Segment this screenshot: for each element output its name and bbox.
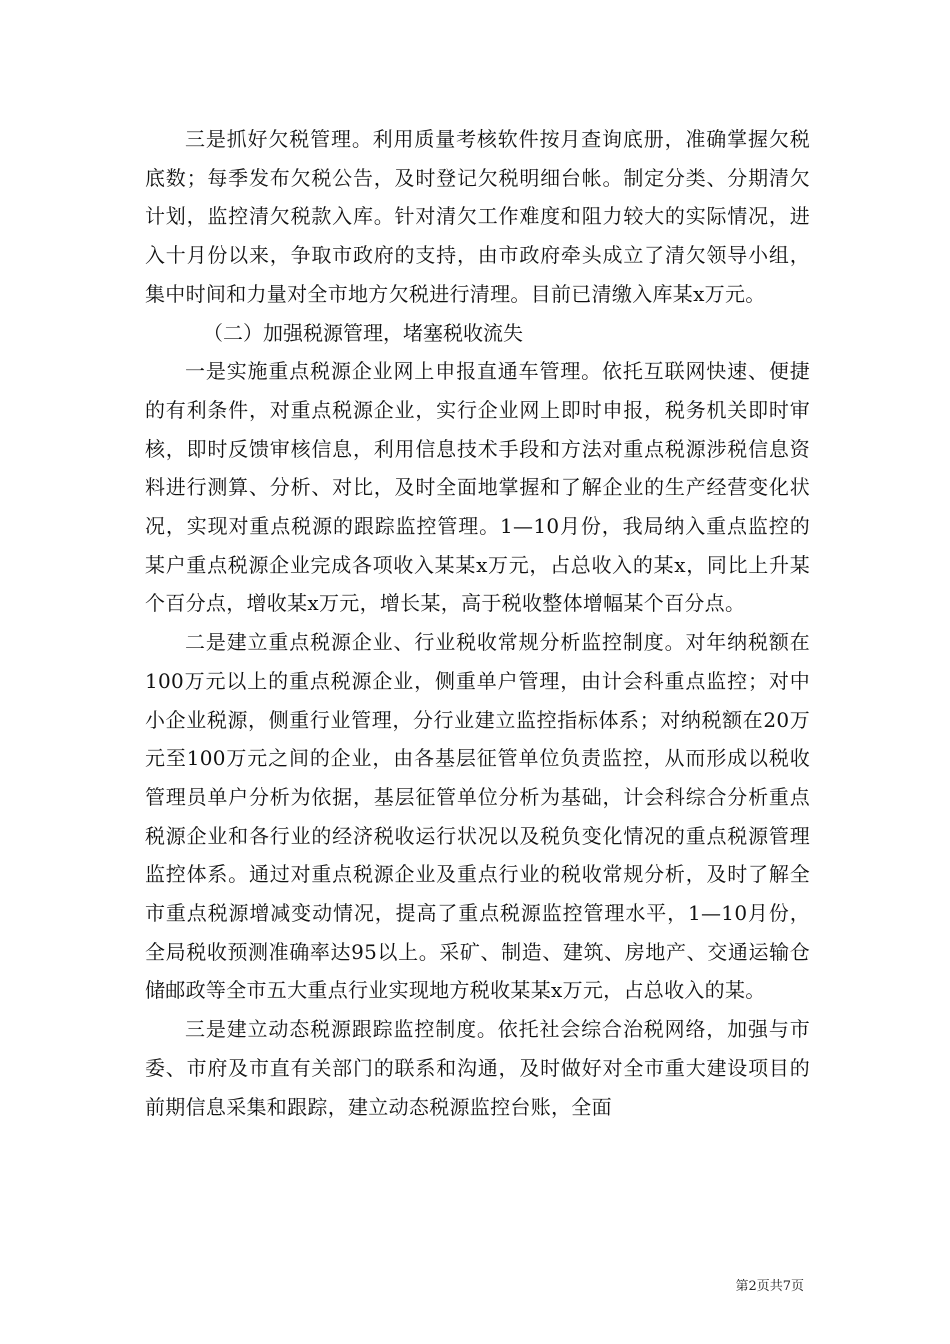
paragraph-dynamic-tracking: 三是建立动态税源跟踪监控制度。依托社会综合治税网络，加强与市委、市府及市直有关部门的联系和沟通，及时做好对全市重大建设项目的前期信息采集和跟踪，建立动态税源监控台账，全面 — [145, 1017, 810, 1119]
paragraph-analysis-monitoring: 二是建立重点税源企业、行业税收常规分析监控制度。对年纳税额在100万元以上的重点税源企业，侧重单户管理，由计会科重点监控；对中小企业税源，侧重行业管理，分行业建立监控指标体系；对纳税额在20万元至100万元之间的企业，由各基层征管单位负责监控，从而形成以税收管理员单户分析为依据，基层征管单位分析为基础，计会科综合分析重点税源企业和各行业的经济税收运行状况以及税负变化情况的重点税源管理监控体系。通过对重点税源企业及重点行业的税收常规分析，及时了解全市重点税源增减变动情况，提高了重点税源监控管理水平，1—10月份，全局税收预测准确率达95以上。采矿、制造、建筑、房地产、交通运输仓储邮政等全市五大重点行业实现地方税收某某x万元，占总收入的某。 — [145, 630, 810, 1003]
paragraph-online-filing: 一是实施重点税源企业网上申报直通车管理。依托互联网快速、便捷的有利条件，对重点税源企业，实行企业网上即时申报，税务机关即时审核，即时反馈审核信息，利用信息技术手段和方法对重点税源涉税信息资料进行测算、分析、对比，及时全面地掌握和了解企业的生产经营变化状况，实现对重点税源的跟踪监控管理。1—10月份，我局纳入重点监控的某户重点税源企业完成各项收入某某x万元，占总收入的某x，同比上升某个百分点，增收某x万元，增长某，高于税收整体增幅某个百分点。 — [145, 359, 810, 616]
page-number-footer: 第2页共7页 — [735, 1279, 804, 1294]
section-heading-tax-source: （二）加强税源管理，堵塞税收流失 — [203, 320, 523, 345]
document-body — [145, 120, 810, 1126]
paragraph-arrears-management: 三是抓好欠税管理。利用质量考核软件按月查询底册，准确掌握欠税底数；每季发布欠税公告，及时登记欠税明细台帐。制定分类、分期清欠计划，监控清欠税款入库。针对清欠工作难度和阻力较大的实际情况，进入十月份以来，争取市政府的支持，由市政府牵头成立了清欠领导小组，集中时间和力量对全市地方欠税进行清理。目前已清缴入库某x万元。 — [145, 127, 810, 306]
